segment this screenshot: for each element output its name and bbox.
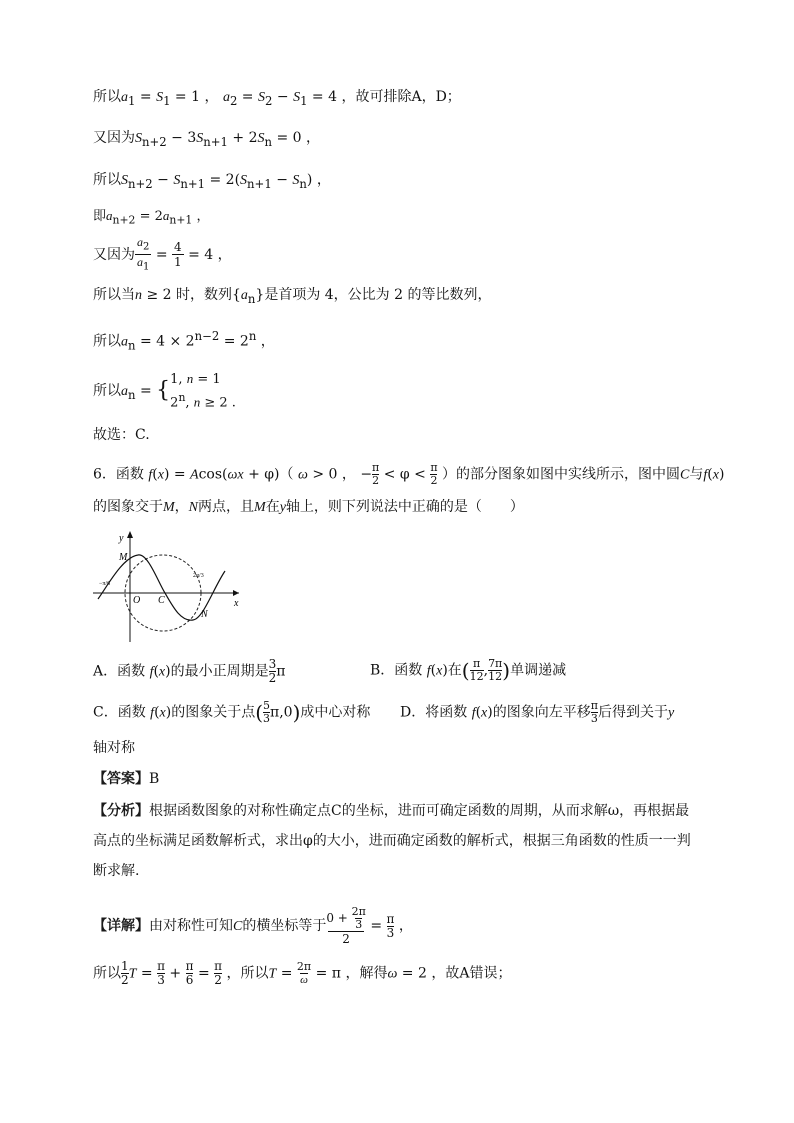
point-m-label: M — [119, 552, 128, 563]
detail-line-2: 所以1 2T = π 3 + π 6 = π 2 ，所以T = 2π ω = π ，解得ω = 2 ，故A错误； — [93, 959, 512, 987]
x-axis-arrow — [233, 590, 239, 596]
line-3: 所以$S_{n+2} - S_{n+1} = 2(S_{n+1} - S_n)$ ， — [93, 172, 331, 191]
right-tick-label: 2π/3 — [193, 573, 204, 579]
line-9: 故选：C. — [93, 427, 150, 443]
origin-label: O — [133, 595, 141, 606]
line-7: 所以$a_n = 4 \times 2^{n-2} = 2^n$ ， — [93, 329, 275, 353]
analysis-line-3: 断求解. — [93, 863, 140, 879]
y-label: y — [119, 533, 124, 544]
function-graph — [93, 527, 243, 645]
line-8: 所以$a_n = \{1$, n = 1 2$^n$, n ≥ 2 . — [93, 371, 236, 411]
line-6: 所以当n ≥ 2 时，数列$\{a_n\}$是首项为 4，公比为 2 的等比数列， — [93, 287, 492, 306]
line-2: 又因为$S_{n+2} - 3S_{n+1} + 2S_n = 0$ ， — [93, 130, 321, 149]
analysis-line-1 — [93, 801, 689, 821]
y-axis-arrow — [127, 531, 133, 538]
line-1: 所以$a_1 = S_1 = 1$ ， $a_2 = S_2 - S_1 = 4$ ，故可排除A，D； — [93, 89, 461, 108]
x-label: x — [234, 598, 239, 609]
question-6-line-2: 的图象交于M，N两点，且M在y轴上，则下列说法中正确的是（ ） — [93, 499, 524, 515]
left-tick-label: −π/6 — [99, 581, 111, 587]
option-d-continued: 轴对称 — [93, 740, 135, 756]
center-c-label: C — [158, 595, 165, 606]
analysis-line-2: 高点的坐标满足函数解析式，求出φ的大小，进而确定函数的解析式，根据三角函数的性质一一判 — [93, 833, 691, 849]
option-b: B．函数 f(x)在( π 12,7π 12)单调递减 — [370, 657, 567, 683]
analysis-tag: 【分析】 — [93, 803, 149, 819]
question-6-line-1: 6．函数 f(x) = Acos(ωx + φ)（ ω > 0 ， −π 2 < φ < π 2 ）的部分图象如图中实线所示，图中圆C与f(x) — [93, 461, 725, 487]
analysis-text-1: 根据函数图象的对称性确定点C的坐标，进而可确定函数的周期，从而求解ω，再根据最 — [149, 803, 690, 819]
detail-line-1: 【详解】由对称性可知C的横坐标等于0 + 2π 3 2 = π 3 ， — [93, 905, 413, 946]
option-a: A．函数 f(x)的最小正周期是3 2π — [93, 657, 286, 685]
point-n-label: N — [201, 609, 208, 620]
option-c: C．函数 f(x)的图象关于点(5 3π,0)成中心对称 — [93, 699, 371, 725]
line-5: 又因为$a_2$ $a_1 = 4$ 1 = 4 ， — [93, 235, 232, 273]
answer-line — [93, 769, 159, 789]
detail-tag: 【详解】 — [93, 918, 149, 934]
line-4: 即$a_{n+2} = 2a_{n+1}$ ， — [93, 208, 210, 227]
option-d: D．将函数 f(x)的图象向左平移π 3后得到关于y — [400, 699, 675, 725]
answer-tag: 【答案】 — [93, 771, 149, 787]
answer-value: B — [149, 771, 160, 787]
